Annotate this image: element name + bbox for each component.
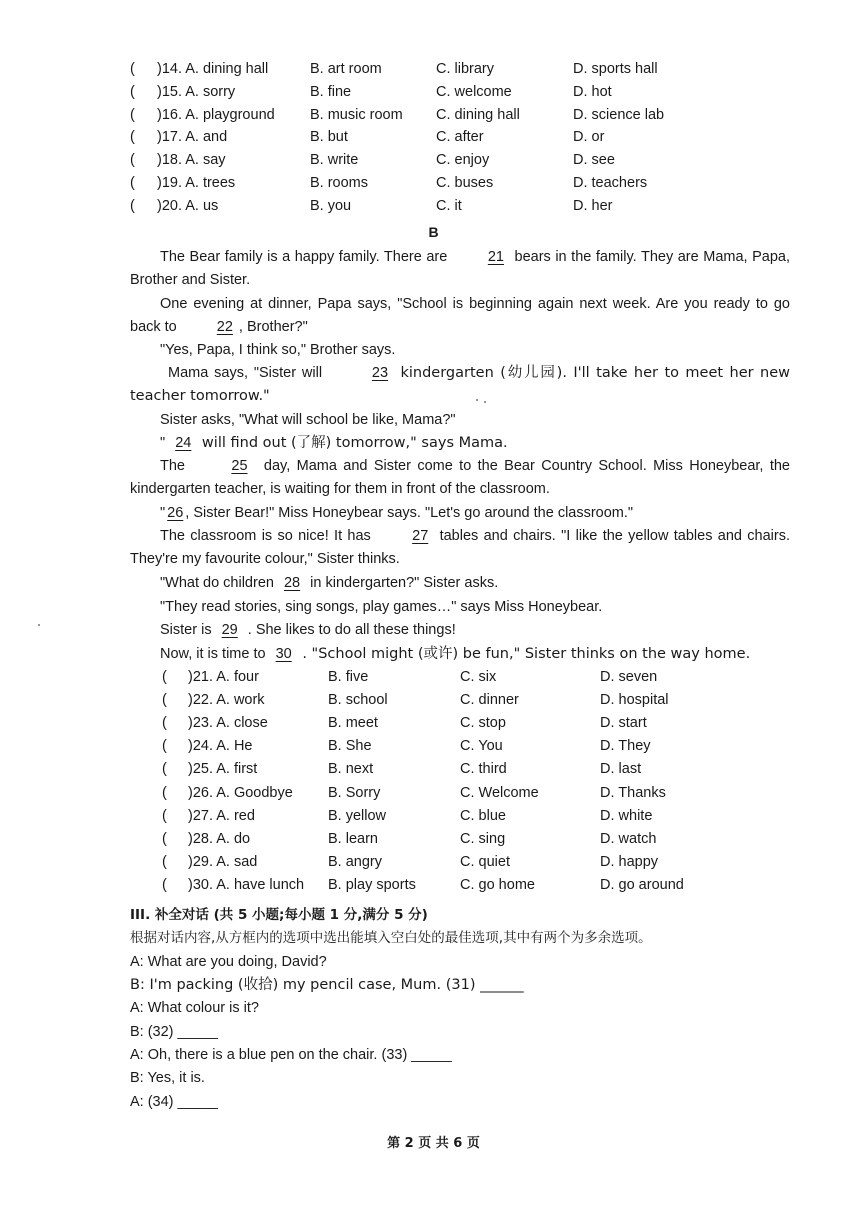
answer-paren: ( xyxy=(162,830,167,847)
section-b-title: B xyxy=(428,224,439,240)
dialogue-line-5: A: Oh, there is a blue pen on the chair. (33) _____ xyxy=(130,1047,452,1063)
option-a: )30. A. have lunch xyxy=(188,876,305,893)
option-d: D. science lab xyxy=(573,106,665,123)
passage-line-12: Sister is 29 . She likes to do all these things! xyxy=(160,619,456,641)
passage-line-11: "They read stories, sing songs, play games…" says Miss Honeybear. xyxy=(160,599,603,615)
option-d: D. seven xyxy=(600,669,658,685)
dialogue-line-3: A: What colour is it? xyxy=(130,1000,259,1016)
option-a: )25. A. first xyxy=(188,761,258,778)
option-b: B. art room xyxy=(310,61,382,77)
passage-paragraph-2: One evening at dinner, Papa says, "School is beginning again next week. Are you ready to go back to 22 , Brother?" xyxy=(130,293,790,340)
dialogue-line-2: B: I'm packing (收拾) my pencil case, Mum. (31) ______ xyxy=(130,977,524,993)
answer-paren: ( xyxy=(130,61,135,77)
option-a: )18. A. say xyxy=(157,152,226,169)
page-footer: 第 2 页 共 6 页 xyxy=(387,1136,480,1151)
option-c: C. after xyxy=(436,129,484,146)
answer-paren: ( xyxy=(162,784,167,801)
option-d: D. hospital xyxy=(600,692,669,709)
blank-21: 21 xyxy=(487,249,504,265)
option-d: D. watch xyxy=(600,830,657,847)
q21-30-question-row xyxy=(0,689,867,711)
option-a: )21. A. four xyxy=(188,669,259,685)
q21-30-question-row xyxy=(0,874,867,896)
option-d: D. her xyxy=(573,197,613,214)
option-d: D. hot xyxy=(573,83,612,100)
option-b: B. She xyxy=(328,738,372,755)
answer-paren: ( xyxy=(130,106,135,123)
option-b: B. school xyxy=(328,692,388,709)
answer-paren: ( xyxy=(130,129,135,146)
q14-20-question-row xyxy=(0,172,867,194)
option-a: )14. A. dining hall xyxy=(157,61,269,77)
q21-30-question-row xyxy=(0,735,867,757)
dialogue-line-1: A: What are you doing, David? xyxy=(130,954,327,970)
passage-line-3: "Yes, Papa, I think so," Brother says. xyxy=(160,342,396,358)
option-d: D. start xyxy=(600,715,647,732)
answer-paren: ( xyxy=(162,715,167,732)
option-a: )26. A. Goodbye xyxy=(188,784,293,801)
option-c: C. blue xyxy=(460,807,506,824)
q14-20-question-row xyxy=(0,58,867,80)
answer-paren: ( xyxy=(130,175,135,191)
option-a: )29. A. sad xyxy=(188,853,258,870)
answer-paren: ( xyxy=(130,197,135,214)
dialogue-line-7: A: (34) _____ xyxy=(130,1094,218,1110)
option-b: B. fine xyxy=(310,83,352,100)
option-d: D. Thanks xyxy=(600,784,666,801)
option-b: B. next xyxy=(328,761,374,778)
option-c: C. buses xyxy=(436,175,494,191)
q14-20-question-row xyxy=(0,81,867,103)
q21-30-question-row xyxy=(0,805,867,827)
option-a: )20. A. us xyxy=(157,197,219,214)
option-d: D. teachers xyxy=(573,175,648,191)
answer-paren: ( xyxy=(162,738,167,755)
option-c: C. dinner xyxy=(460,692,519,709)
option-a: )27. A. red xyxy=(188,807,255,824)
dialogue-line-4: B: (32) _____ xyxy=(130,1024,218,1040)
option-b: B. Sorry xyxy=(328,784,381,801)
option-b: B. five xyxy=(328,669,369,685)
option-d: D. They xyxy=(600,738,651,755)
q14-20-question-row xyxy=(0,104,867,126)
option-b: B. meet xyxy=(328,715,378,732)
option-c: C. quiet xyxy=(460,853,510,870)
option-b: B. but xyxy=(310,129,348,146)
option-a: )19. A. trees xyxy=(157,175,236,191)
option-c: C. Welcome xyxy=(460,784,539,801)
option-c: C. it xyxy=(436,197,462,214)
q21-30-question-row xyxy=(0,712,867,734)
blank-24: 24 xyxy=(175,435,192,451)
blank-23: 23 xyxy=(371,365,389,381)
option-d: D. white xyxy=(600,807,653,824)
option-b: B. write xyxy=(310,152,359,169)
scan-speck xyxy=(484,401,486,403)
option-a: )28. A. do xyxy=(188,830,251,847)
blank-26: 26 xyxy=(167,505,184,521)
blank-30: 30 xyxy=(275,646,292,662)
option-b: B. music room xyxy=(310,106,403,123)
option-c: C. six xyxy=(460,669,497,685)
option-b: B. play sports xyxy=(328,876,416,893)
answer-paren: ( xyxy=(162,876,167,893)
option-d: D. go around xyxy=(600,876,684,893)
option-a: )17. A. and xyxy=(157,129,228,146)
option-b: B. rooms xyxy=(310,175,369,191)
scan-speck xyxy=(38,624,40,626)
scan-speck xyxy=(476,399,478,401)
passage-line-5: Sister asks, "What will school be like, Mama?" xyxy=(160,412,456,428)
section-3-instruction: 根据对话内容,从方框内的选项中选出能填入空白处的最佳选项,其中有两个为多余选项。 xyxy=(130,930,652,946)
passage-paragraph-9: The classroom is so nice! It has 27 tables and chairs. "I like the yellow tables and chairs. They're my favourite colour," Sister thinks. xyxy=(130,525,790,572)
passage-line-6: " 24 will find out (了解) tomorrow," says Mama. xyxy=(160,432,508,454)
option-d: D. last xyxy=(600,761,642,778)
q21-30-question-row xyxy=(0,828,867,850)
option-c: C. dining hall xyxy=(436,106,520,123)
answer-paren: ( xyxy=(162,669,167,685)
answer-paren: ( xyxy=(162,807,167,824)
option-c: C. sing xyxy=(460,830,506,847)
passage-line-10: "What do children 28 in kindergarten?" Sister asks. xyxy=(160,572,498,594)
q21-30-question-row xyxy=(0,782,867,804)
option-a: )22. A. work xyxy=(188,692,265,709)
option-b: B. yellow xyxy=(328,807,387,824)
q14-20-question-row xyxy=(0,149,867,171)
option-d: D. happy xyxy=(600,853,659,870)
q14-20-question-row xyxy=(0,195,867,217)
option-c: C. welcome xyxy=(436,83,512,100)
option-d: D. see xyxy=(573,152,615,169)
option-c: C. library xyxy=(436,61,495,77)
passage-paragraph-4: Mama says, "Sister will 23 kindergarten (幼儿园). I'll take her to meet her new teacher tomorrow." xyxy=(130,362,790,409)
blank-29: 29 xyxy=(221,622,238,638)
passage-paragraph-7: The 25 day, Mama and Sister come to the Bear Country School. Miss Honeybear, the kindergarten teacher, is waiting for them in front of the classroom. xyxy=(130,455,790,502)
q21-30-question-row xyxy=(0,851,867,873)
answer-paren: ( xyxy=(162,692,167,709)
passage-line-8: " 26 , Sister Bear!" Miss Honeybear says. "Let's go around the classroom." xyxy=(160,502,633,524)
option-a: )23. A. close xyxy=(188,715,268,732)
q21-30-question-row xyxy=(0,666,867,688)
answer-paren: ( xyxy=(162,853,167,870)
passage-line-13: Now, it is time to 30 . "School might (或许) be fun," Sister thinks on the way home. xyxy=(160,643,750,665)
option-c: C. enjoy xyxy=(436,152,490,169)
option-a: )16. A. playground xyxy=(157,106,275,123)
blank-22: 22 xyxy=(216,319,233,336)
option-a: )15. A. sorry xyxy=(157,83,236,100)
answer-paren: ( xyxy=(162,761,167,778)
option-c: C. stop xyxy=(460,715,506,732)
answer-paren: ( xyxy=(130,152,135,169)
dialogue-line-6: B: Yes, it is. xyxy=(130,1070,205,1086)
option-b: B. angry xyxy=(328,853,382,870)
option-a: )24. A. He xyxy=(188,738,253,755)
option-d: D. or xyxy=(573,129,605,146)
option-c: C. go home xyxy=(460,876,535,893)
option-b: B. learn xyxy=(328,830,378,847)
option-c: C. third xyxy=(460,761,507,778)
option-d: D. sports hall xyxy=(573,61,658,77)
blank-25: 25 xyxy=(231,458,248,474)
passage-paragraph-1: The Bear family is a happy family. There are 21 bears in the family. They are Mama, Papa, Brother and Sister. xyxy=(130,246,790,293)
answer-paren: ( xyxy=(130,83,135,100)
option-c: C. You xyxy=(460,738,503,755)
section-3-title: III. 补全对话 (共 5 小题;每小题 1 分,满分 5 分) xyxy=(130,907,428,923)
q14-20-question-row xyxy=(0,126,867,148)
blank-27: 27 xyxy=(412,528,429,544)
option-b: B. you xyxy=(310,197,352,214)
q21-30-question-row xyxy=(0,758,867,780)
blank-28: 28 xyxy=(283,575,301,591)
